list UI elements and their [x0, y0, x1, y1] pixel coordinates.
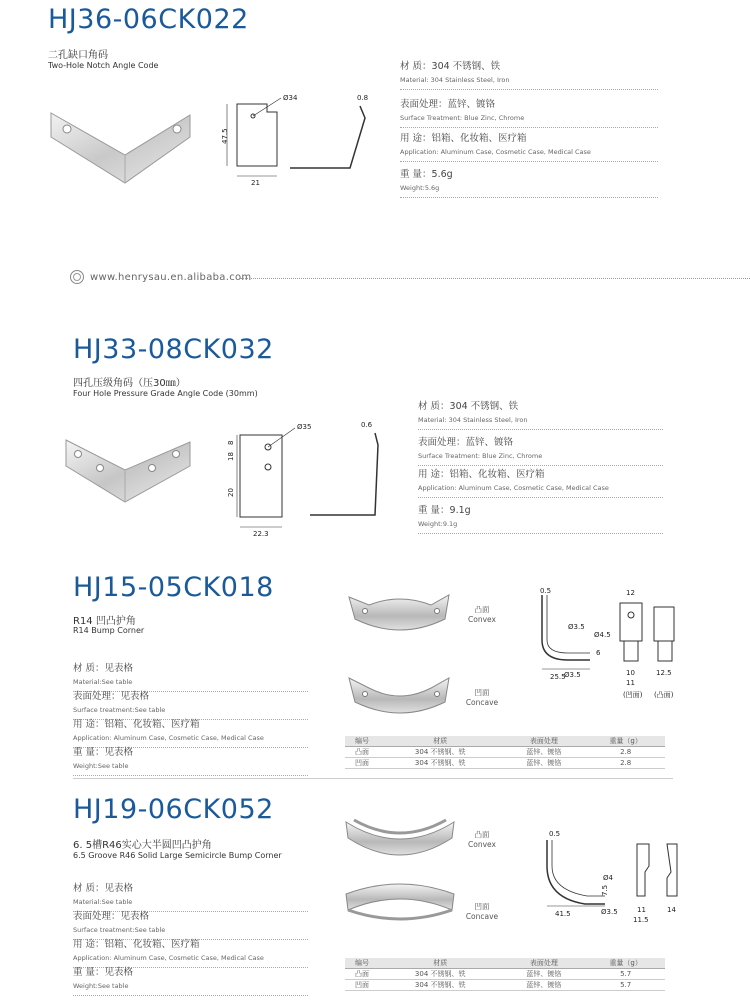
table-row: 凸面 304 不锈钢、铁 蓝锌、镀铬 2.8 — [345, 747, 665, 758]
svg-text:0.5: 0.5 — [549, 830, 561, 838]
svg-text:7.5: 7.5 — [601, 884, 609, 896]
svg-text:14: 14 — [667, 906, 676, 914]
dim-height: 47.5 — [221, 128, 229, 144]
product-3-name-zh: R14 凹凸护角 — [73, 616, 136, 627]
svg-text:Ø35: Ø35 — [297, 423, 312, 431]
product-4-model: HJ19-06CK052 — [73, 794, 274, 825]
product-2-spec-surface: 表面处理：蓝锌、镀铬 Surface Treatment: Blue Zinc, Chrome — [418, 434, 663, 466]
product-1-drawing — [215, 88, 385, 188]
product-3-table: 编号 材质 表面处理 重量（g） 凸面 304 不锈钢、铁 蓝锌、镀铬 2.8 凹面 304 不锈钢、铁 蓝锌、镀铬 2.8 — [345, 736, 665, 769]
product-3-concave-photo — [345, 668, 455, 720]
product-2-spec-application: 用 途：铝箱、化妆箱、医疗箱 Application: Aluminum Case, Cosmetic Case, Medical Case — [418, 466, 663, 498]
product-4-spec-weight: 重 量：见表格 Weight:See table — [73, 964, 308, 996]
product-3-spec-surface: 表面处理：见表格 Surface treatment:See table — [73, 688, 308, 720]
product-3-spec-application: 用 途：铝箱、化妆箱、医疗箱 Application: Aluminum Case, Cosmetic Case, Medical Case — [73, 716, 308, 748]
svg-text:11.5: 11.5 — [633, 916, 649, 924]
product-2-name-zh: 四孔压级角码（压30㎜） — [73, 378, 186, 389]
product-3-spec-material: 材 质：见表格 Material:See table — [73, 660, 308, 692]
svg-text:11: 11 — [637, 906, 646, 914]
dim-thick: 0.8 — [357, 94, 369, 102]
product-4-table: 编号 材质 表面处理 重量（g） 凸面 304 不锈钢、铁 蓝锌、镀铬 5.7 凹面 304 不锈钢、铁 蓝锌、镀铬 5.7 — [345, 958, 665, 991]
product-1-spec-application: 用 途：铝箱、化妆箱、医疗箱 Application: Aluminum Case, Cosmetic Case, Medical Case — [400, 130, 658, 162]
product-2-spec-weight: 重 量：9.1g Weight:9.1g — [418, 502, 663, 534]
svg-text:20: 20 — [227, 488, 235, 497]
svg-text:18: 18 — [227, 452, 235, 461]
svg-text:(凸面): (凸面) — [654, 691, 674, 699]
svg-text:41.5: 41.5 — [555, 910, 571, 918]
svg-text:Ø4: Ø4 — [603, 874, 613, 882]
product-3-concave-label: 凹面 Concave — [465, 688, 499, 707]
product-3-convex-photo — [345, 583, 455, 643]
product-1-spec-weight: 重 量：5.6g Weight:5.6g — [400, 166, 658, 198]
product-1-name-en: Two-Hole Notch Angle Code — [48, 61, 159, 70]
product-2-spec-material: 材 质：304 不锈钢、铁 Material: 304 Stainless Steel, Iron — [418, 398, 663, 430]
product-4-convex-label: 凸面 Convex — [468, 830, 496, 849]
product-2-drawing — [215, 415, 395, 540]
svg-text:22.3: 22.3 — [253, 530, 269, 538]
product-4-concave-label: 凹面 Concave — [465, 902, 499, 921]
product-2-name-en: Four Hole Pressure Grade Angle Code (30mm) — [73, 389, 258, 398]
product-3-spec-weight: 重 量：见表格 Weight:See table — [73, 744, 308, 776]
product-2-model: HJ33-08CK032 — [73, 334, 274, 365]
svg-text:Ø3.5: Ø3.5 — [564, 671, 581, 679]
table-row: 凸面 304 不锈钢、铁 蓝锌、镀铬 5.7 — [345, 969, 665, 980]
product-1-model: HJ36-06CK022 — [48, 4, 249, 35]
product-4-convex-photo — [340, 812, 460, 870]
product-4-concave-photo — [340, 880, 460, 930]
product-4-spec-surface: 表面处理：见表格 Surface treatment:See table — [73, 908, 308, 940]
svg-text:Ø3.5: Ø3.5 — [568, 623, 585, 631]
product-4-drawing — [525, 826, 700, 936]
svg-text:11: 11 — [626, 679, 635, 687]
product-1-spec-surface: 表面处理：蓝锌、镀铬 Surface Treatment: Blue Zinc, Chrome — [400, 96, 658, 128]
product-2-photo — [60, 428, 200, 508]
dim-hole: Ø34 — [283, 94, 298, 102]
product-1-spec-material: 材 质：304 不锈钢、铁 Material: 304 Stainless Steel, Iron — [400, 58, 658, 90]
product-3-drawing — [520, 585, 690, 700]
svg-text:(凹面): (凹面) — [623, 691, 643, 699]
table-row: 凹面 304 不锈钢、铁 蓝锌、镀铬 2.8 — [345, 758, 665, 769]
product-1-name-zh: 二孔缺口角码 — [48, 50, 108, 61]
product-3-name-en: R14 Bump Corner — [73, 626, 145, 635]
svg-text:Ø4.5: Ø4.5 — [594, 631, 611, 639]
product-4-name-en: 6.5 Groove R46 Solid Large Semicircle Bump Corner — [73, 851, 282, 860]
svg-text:12.5: 12.5 — [656, 669, 672, 677]
product-4-spec-material: 材 质：见表格 Material:See table — [73, 880, 308, 912]
product-1-photo — [45, 95, 195, 190]
website-url: www.henrysau.en.alibaba.com — [90, 272, 252, 283]
svg-text:Ø3.5: Ø3.5 — [601, 908, 618, 916]
dim-width: 21 — [251, 179, 260, 187]
section-divider — [73, 778, 673, 779]
svg-text:8: 8 — [227, 440, 235, 445]
product-3-model: HJ15-05CK018 — [73, 572, 274, 603]
svg-text:0.5: 0.5 — [540, 587, 552, 595]
svg-text:10: 10 — [626, 669, 635, 677]
divider — [240, 278, 750, 279]
svg-text:0.6: 0.6 — [361, 421, 373, 429]
globe-icon — [70, 270, 84, 284]
product-3-convex-label: 凸面 Convex — [468, 605, 496, 624]
svg-text:25.5: 25.5 — [550, 673, 566, 681]
product-4-name-zh: 6. 5槽R46实心大半圆凹凸护角 — [73, 840, 212, 851]
table-row: 凹面 304 不锈钢、铁 蓝锌、镀铬 5.7 — [345, 980, 665, 991]
svg-text:6: 6 — [596, 649, 601, 657]
product-4-spec-application: 用 途：铝箱、化妆箱、医疗箱 Application: Aluminum Case, Cosmetic Case, Medical Case — [73, 936, 308, 968]
svg-text:12: 12 — [626, 589, 635, 597]
